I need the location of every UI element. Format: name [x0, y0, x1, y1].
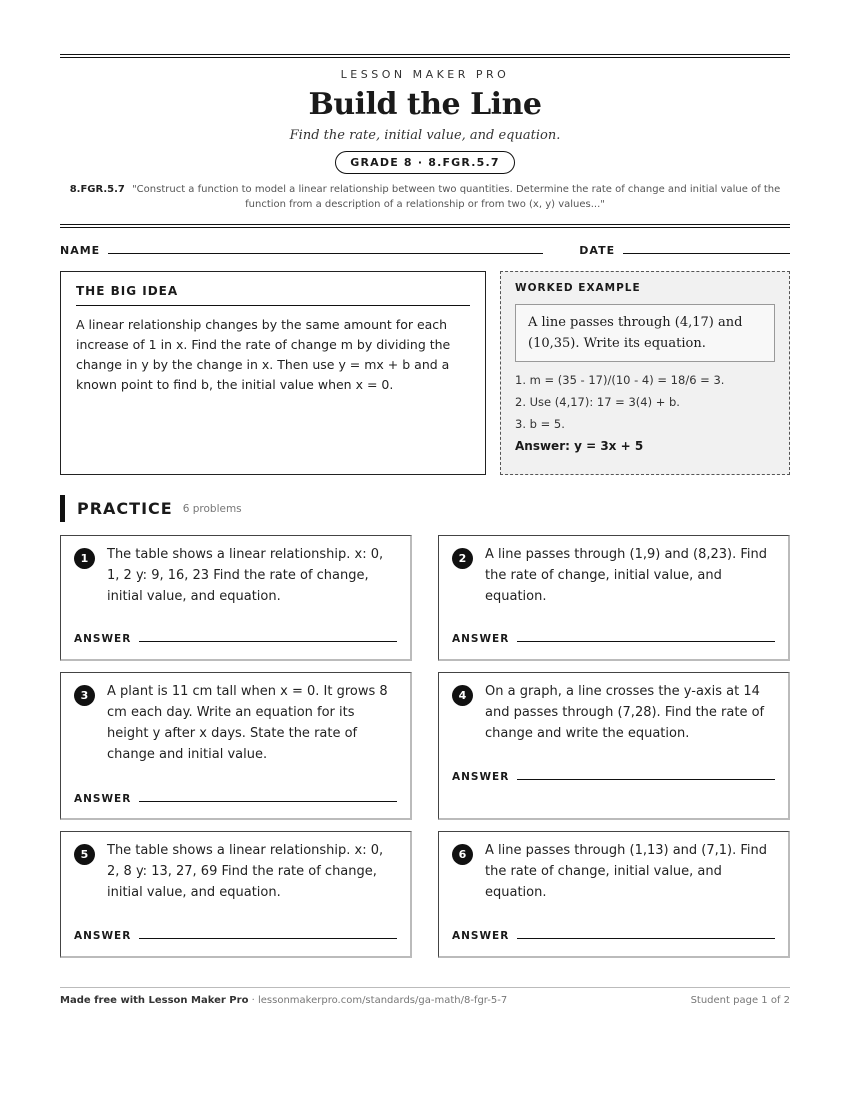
answer-field[interactable] — [517, 641, 775, 642]
name-date-row — [60, 244, 790, 257]
grade-badge: GRADE 8 · 8.FGR.5.7 — [335, 151, 515, 174]
problem-number: 6 — [452, 844, 473, 865]
problem-number: 2 — [452, 548, 473, 569]
answer-label: ANSWER — [452, 771, 510, 783]
answer-field[interactable] — [139, 801, 397, 802]
big-idea-panel — [60, 271, 486, 475]
footer-url[interactable]: · lessonmakerpro.com/standards/ga-math/8-fgr-5-7 — [248, 995, 508, 1006]
problem-number: 5 — [74, 844, 95, 865]
problem-card-6 — [438, 831, 790, 958]
worked-example-problem: A line passes through (4,17) and (10,35). Write its equation. — [515, 304, 775, 362]
problem-text: On a graph, a line crosses the y-axis at 14 and passes through (7,28). Find the rate of change and write the equation. — [485, 684, 765, 741]
problem-text: A line passes through (1,9) and (8,23). Find the rate of change, initial value, and equation. — [485, 547, 768, 604]
practice-title: PRACTICE — [77, 499, 173, 518]
answer-label: ANSWER — [452, 633, 510, 645]
problem-card-4 — [438, 672, 790, 820]
answer-field[interactable] — [517, 779, 775, 780]
answer-row — [452, 633, 775, 645]
answer-label: ANSWER — [74, 633, 132, 645]
answer-field[interactable] — [517, 938, 775, 939]
problem-text: The table shows a linear relationship. x: 0, 2, 8 y: 13, 27, 69 Find the rate of change, initial value, and equation. — [107, 843, 384, 900]
worked-example-answer: Answer: y = 3x + 5 — [515, 439, 644, 453]
practice-accent-bar — [60, 495, 65, 522]
standard-description — [60, 182, 790, 212]
big-idea-body: A linear relationship changes by the same amount for each increase of 1 in x. Find the rate of change m by dividing the change in y by the change in x. Then use y = mx + b and a known point to find b, the initial value when x = 0. — [76, 317, 451, 392]
name-field[interactable] — [108, 253, 543, 254]
header-bottom-rule — [60, 224, 790, 228]
worked-step: 2. Use (4,17): 17 = 3(4) + b. — [515, 395, 680, 409]
worked-example-steps — [515, 369, 775, 435]
problem-text: The table shows a linear relationship. x: 0, 1, 2 y: 9, 16, 23 Find the rate of change, initial value, and equation. — [107, 547, 384, 604]
page-title: Build the Line — [308, 87, 542, 122]
header-top-rule — [60, 54, 790, 58]
worksheet-page — [60, 54, 790, 522]
standard-text: "Construct a function to model a linear relationship between two quantities. Determine the rate of change and initial value of the function from a description of a relationship or from two (x, y) values..." — [132, 184, 781, 210]
problem-text: A plant is 11 cm tall when x = 0. It grows 8 cm each day. Write an equation for its height y after x days. State the rate of change and initial value. — [107, 684, 388, 762]
practice-header — [60, 495, 790, 522]
practice-count: 6 problems — [182, 502, 242, 515]
answer-row — [74, 930, 397, 942]
answer-label: ANSWER — [452, 930, 510, 942]
worked-step: 1. m = (35 - 17)/(10 - 4) = 18/6 = 3. — [515, 373, 725, 387]
page-footer — [60, 987, 790, 1006]
footer-made-with: Made free with Lesson Maker Pro — [60, 995, 249, 1006]
problem-number: 4 — [452, 685, 473, 706]
answer-label: ANSWER — [74, 930, 132, 942]
footer-page-number: Student page 1 of 2 — [690, 995, 790, 1006]
answer-row — [74, 793, 397, 805]
answer-row — [452, 930, 775, 942]
worked-example-panel — [500, 271, 790, 475]
big-idea-heading: THE BIG IDEA — [76, 284, 470, 306]
problem-card-2 — [438, 535, 790, 661]
problem-card-5 — [60, 831, 412, 958]
answer-row — [74, 633, 397, 645]
date-field[interactable] — [623, 253, 790, 254]
answer-row — [452, 771, 775, 783]
worked-step: 3. b = 5. — [515, 417, 565, 431]
name-label: NAME — [60, 244, 101, 257]
answer-field[interactable] — [139, 641, 397, 642]
worked-example-heading: WORKED EXAMPLE — [515, 282, 641, 294]
date-label: DATE — [579, 244, 616, 257]
problem-card-1 — [60, 535, 412, 661]
problem-text: A line passes through (1,13) and (7,1). Find the rate of change, initial value, and equation. — [485, 843, 768, 900]
standard-code: 8.FGR.5.7 — [69, 184, 125, 195]
problem-card-3 — [60, 672, 412, 820]
brand-name: LESSON MAKER PRO — [340, 68, 510, 81]
answer-label: ANSWER — [74, 793, 132, 805]
problem-number: 3 — [74, 685, 95, 706]
problem-number: 1 — [74, 548, 95, 569]
page-subtitle: Find the rate, initial value, and equation. — [289, 128, 561, 143]
answer-field[interactable] — [139, 938, 397, 939]
